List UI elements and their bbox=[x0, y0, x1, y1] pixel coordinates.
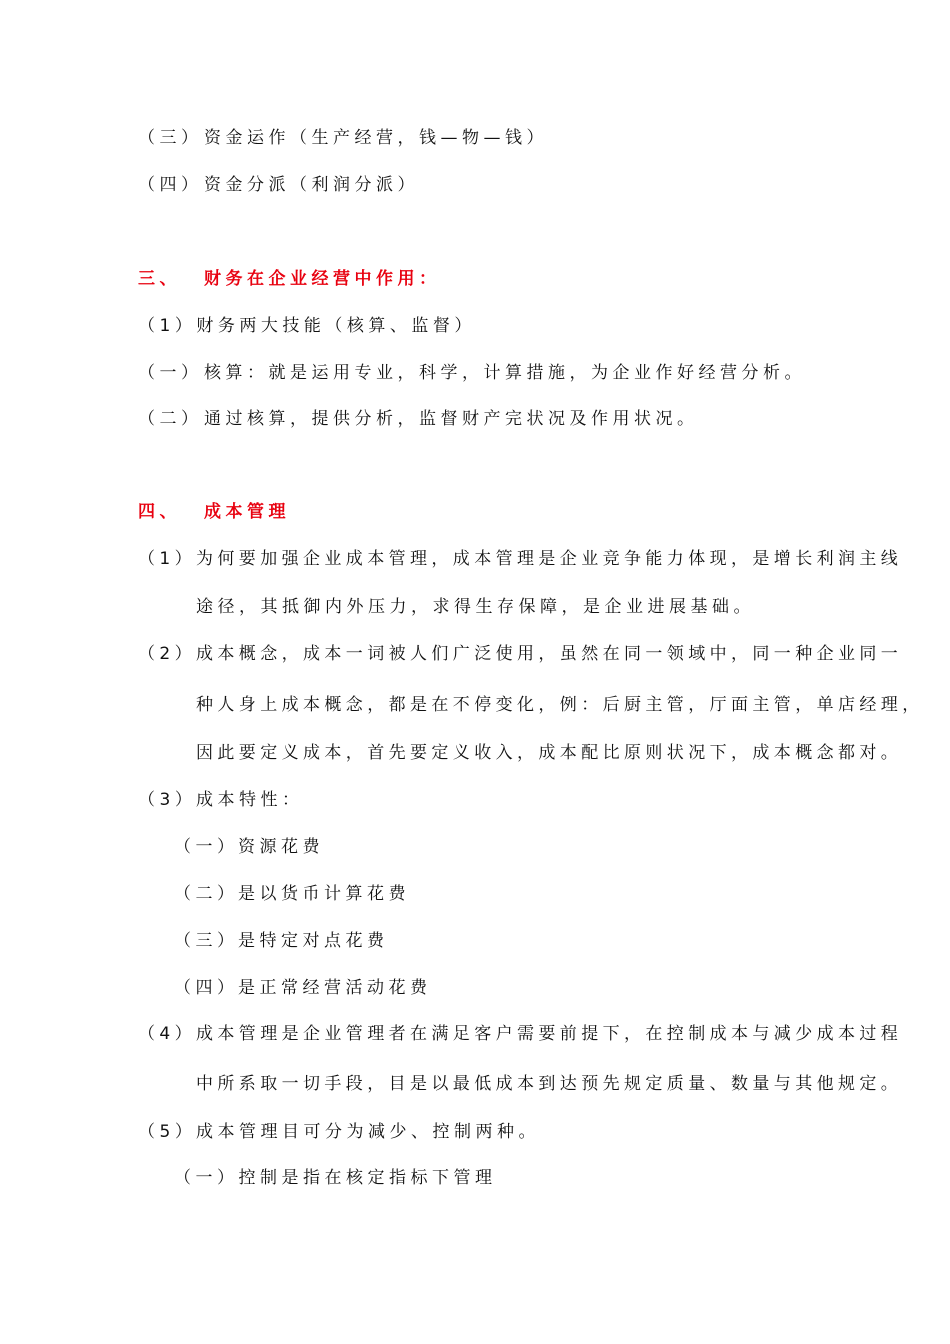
sub-list-item bbox=[174, 930, 389, 952]
list-text: 因此要定义成本，首先要定义收入，成本配比原则状况下，成本概念都对。 bbox=[196, 743, 903, 763]
section-title: 财务在企业经营中作用： bbox=[204, 269, 441, 289]
list-item-continuation bbox=[196, 596, 755, 618]
list-text: 为何要加强企业成本管理，成本管理是企业竞争能力体现，是增长利润主线 bbox=[196, 549, 903, 569]
list-marker: （三） bbox=[138, 128, 203, 148]
list-item-continuation bbox=[196, 1073, 902, 1095]
sub-list-item bbox=[174, 883, 410, 905]
list-text: 核算：就是运用专业，科学，计算措施，为企业作好经营分析。 bbox=[204, 363, 806, 383]
list-text: 是正常经营活动花费 bbox=[238, 978, 432, 998]
list-text: 成本管理是企业管理者在满足客户需要前提下，在控制成本与减少成本过程 bbox=[196, 1024, 903, 1044]
list-item-continuation bbox=[196, 742, 902, 764]
list-item bbox=[138, 789, 304, 811]
list-marker: （二） bbox=[174, 884, 239, 904]
list-text: 成本特性： bbox=[196, 790, 304, 810]
list-text: 是以货币计算花费 bbox=[238, 884, 410, 904]
list-text: 通过核算，提供分析，监督财产完状况及作用状况。 bbox=[204, 409, 699, 429]
list-marker: （一） bbox=[138, 363, 203, 383]
list-marker: （四） bbox=[138, 175, 203, 195]
list-marker: （四） bbox=[174, 978, 239, 998]
list-item bbox=[138, 643, 902, 665]
list-item bbox=[138, 408, 699, 430]
list-text: 是特定对点花费 bbox=[238, 931, 389, 951]
list-marker: （一） bbox=[174, 837, 239, 857]
list-marker: （4） bbox=[138, 1024, 197, 1044]
paragraph bbox=[138, 315, 476, 337]
list-marker: （1） bbox=[138, 549, 197, 569]
list-text: 成本管理目可分为减少、控制两种。 bbox=[196, 1122, 540, 1142]
list-text: （一）控制是指在核定指标下管理 bbox=[174, 1168, 497, 1188]
sub-list-item bbox=[174, 1167, 497, 1189]
list-item bbox=[138, 174, 419, 196]
list-item bbox=[138, 362, 806, 384]
list-text: 成本概念，成本一词被人们广泛使用，虽然在同一领域中，同一种企业同一 bbox=[196, 644, 903, 664]
list-marker: （3） bbox=[138, 790, 197, 810]
list-item bbox=[138, 127, 548, 149]
list-text: 中所系取一切手段，目是以最低成本到达预先规定质量、数量与其他规定。 bbox=[196, 1074, 903, 1094]
list-item bbox=[138, 1023, 902, 1045]
sub-list-item bbox=[174, 977, 432, 999]
section-title: 成本管理 bbox=[204, 502, 290, 522]
section-heading-cost bbox=[138, 501, 290, 523]
list-text: 途径，其抵御内外压力，求得生存保障，是企业进展基础。 bbox=[196, 597, 755, 617]
paragraph-text: （1）财务两大技能（核算、监督） bbox=[138, 316, 476, 336]
list-item bbox=[138, 1121, 540, 1143]
section-number: 三、 bbox=[138, 269, 181, 289]
list-text: 资金运作（生产经营，钱—物—钱） bbox=[204, 128, 548, 148]
list-marker: （2） bbox=[138, 644, 197, 664]
list-item bbox=[138, 548, 902, 570]
sub-list-item bbox=[174, 836, 324, 858]
section-number: 四、 bbox=[138, 502, 181, 522]
list-text: 资金分派（利润分派） bbox=[204, 175, 419, 195]
list-marker: （二） bbox=[138, 409, 203, 429]
list-marker: （5） bbox=[138, 1122, 197, 1142]
list-text: 种人身上成本概念，都是在不停变化，例：后厨主管，厅面主管，单店经理， bbox=[196, 695, 924, 715]
list-item-continuation bbox=[196, 694, 924, 716]
list-marker: （三） bbox=[174, 931, 239, 951]
list-text: 资源花费 bbox=[238, 837, 324, 857]
section-heading-finance bbox=[138, 268, 441, 290]
